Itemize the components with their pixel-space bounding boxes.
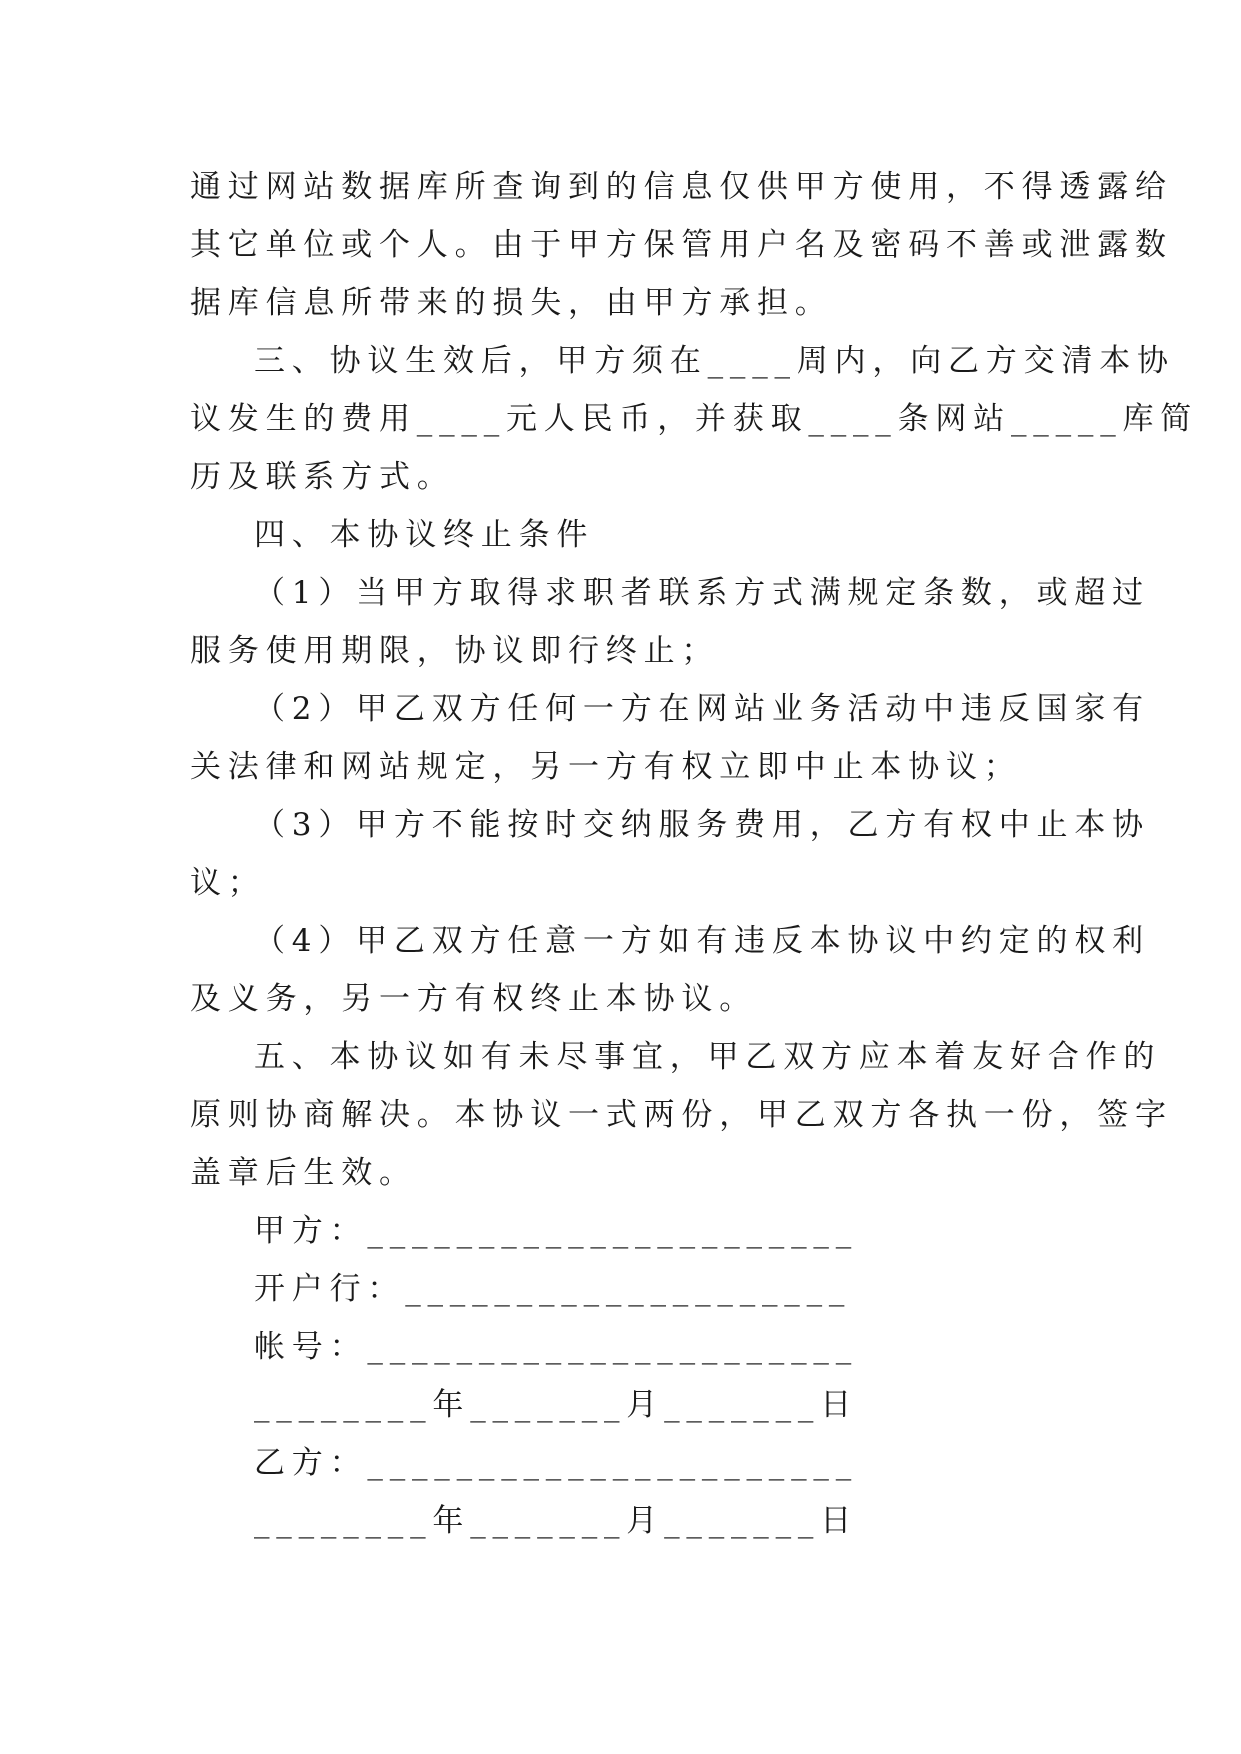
- clause-4-heading: 四、本协议终止条件: [254, 517, 595, 553]
- clause-4-item-4-line-2: 及义务，另一方有权终止本协议。: [190, 981, 757, 1017]
- clause-3-line-3: 历及联系方式。: [190, 459, 455, 495]
- clause-5-line-2: 原则协商解决。本协议一式两份，甲乙双方各执一份，签字: [190, 1097, 1173, 1133]
- signature-party-b: 乙方：______________________: [254, 1445, 858, 1481]
- body-line-3: 据库信息所带来的损失，由甲方承担。: [190, 285, 833, 321]
- signature-bank: 开户行：____________________: [254, 1271, 852, 1307]
- clause-4-item-3-line-1: （3）甲方不能按时交纳服务费用，乙方有权中止本协: [254, 807, 1150, 843]
- clause-3-line-1: 三、协议生效后，甲方须在____周内，向乙方交清本协: [254, 343, 1175, 379]
- document-page: [190, 158, 1199, 1550]
- clause-4-item-1-line-2: 服务使用期限，协议即行终止；: [190, 633, 720, 669]
- clause-3-line-2: 议发生的费用____元人民币，并获取____条网站_____库简: [190, 401, 1199, 437]
- clause-4-item-4-line-1: （4）甲乙双方任意一方如有违反本协议中约定的权利: [254, 923, 1150, 959]
- clause-4-item-2-line-1: （2）甲乙双方任何一方在网站业务活动中违反国家有: [254, 691, 1150, 727]
- body-line-2: 其它单位或个人。由于甲方保管用户名及密码不善或泄露数: [190, 227, 1173, 263]
- signature-date-a: ________年_______月_______日: [254, 1387, 858, 1423]
- signature-party-a: 甲方：______________________: [254, 1213, 858, 1249]
- signature-account: 帐号：______________________: [254, 1329, 858, 1365]
- body-line-1: 通过网站数据库所查询到的信息仅供甲方使用，不得透露给: [190, 169, 1173, 205]
- clause-4-item-2-line-2: 关法律和网站规定，另一方有权立即中止本协议；: [190, 749, 1022, 785]
- clause-4-item-1-line-1: （1）当甲方取得求职者联系方式满规定条数，或超过: [254, 575, 1150, 611]
- clause-5-line-3: 盖章后生效。: [190, 1155, 417, 1191]
- clause-4-item-3-line-2: 议；: [190, 865, 266, 901]
- clause-5-line-1: 五、本协议如有未尽事宜，甲乙双方应本着友好合作的: [254, 1039, 1162, 1075]
- signature-date-b: ________年_______月_______日: [254, 1503, 858, 1539]
